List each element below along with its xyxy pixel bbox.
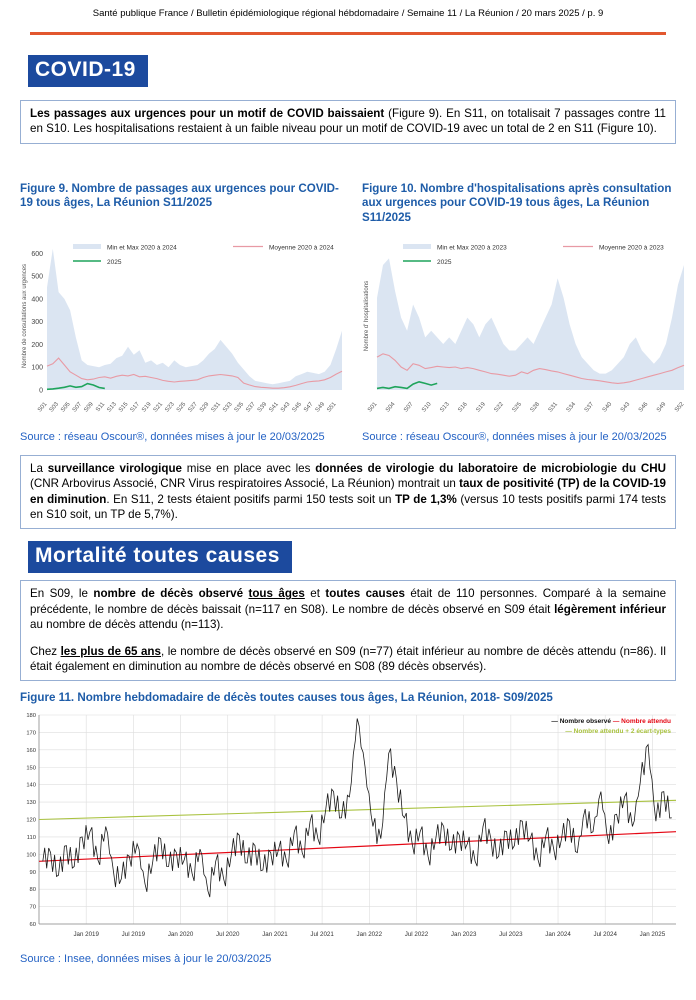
svg-text:S13: S13	[106, 401, 118, 414]
svg-text:S09: S09	[83, 401, 95, 414]
fig11-plot	[26, 713, 676, 938]
figure11-title: Figure 11. Nombre hebdomadaire de décès toutes causes tous âges, La Réunion, 2018- S09/2025	[20, 691, 553, 705]
fig10-minmax-band	[377, 258, 684, 390]
svg-text:S49: S49	[314, 401, 327, 414]
svg-text:100: 100	[31, 364, 43, 372]
virology-text: La surveillance virologique mise en place avec les données de virologie du laboratoire de microbiologie du CHU (CNR Arbovirus Associé, CNR Virus respiratoires Associé, La Réunion) montrait un taux de positivité (TP) de la COVID-19 en diminution. En S11, 2 tests étaient positifs parmi 150 tests soit un TP de 1,3% (versus 10 tests positifs parmi 174 tests en S10 soit, un TP de 5,7%).	[30, 461, 666, 522]
svg-text:110: 110	[26, 834, 36, 841]
svg-text:S47: S47	[303, 401, 315, 414]
svg-text:150: 150	[26, 765, 36, 772]
svg-text:S04: S04	[385, 401, 397, 414]
fig10-legend-band-swatch	[403, 244, 431, 249]
svg-text:200: 200	[31, 341, 43, 349]
svg-text:60: 60	[29, 921, 36, 928]
svg-text:140: 140	[26, 782, 36, 789]
svg-text:70: 70	[29, 904, 36, 911]
fig11-upper-line	[39, 800, 676, 819]
svg-text:100: 100	[26, 852, 36, 859]
svg-text:Moyenne 2020 à 2023: Moyenne 2020 à 2023	[599, 244, 664, 252]
figure9-chart	[20, 234, 348, 426]
figure9-column	[20, 182, 348, 443]
covid-section-title: COVID-19	[28, 55, 148, 87]
svg-text:Jul 2021: Jul 2021	[310, 930, 334, 938]
svg-text:S43: S43	[280, 401, 292, 414]
svg-text:S40: S40	[601, 401, 614, 414]
fig11-legend-row2: — Nombre attendu + 2 écart-types	[565, 727, 671, 735]
svg-text:S51: S51	[326, 401, 338, 414]
figure11-wrap	[15, 709, 681, 949]
svg-text:S21: S21	[152, 401, 165, 414]
svg-text:S46: S46	[637, 401, 650, 414]
svg-text:Jan 2021: Jan 2021	[262, 930, 288, 938]
svg-text:S37: S37	[583, 401, 596, 414]
svg-text:S11: S11	[95, 401, 107, 413]
svg-text:S10: S10	[421, 401, 433, 414]
svg-text:S27: S27	[187, 401, 199, 414]
svg-text:Jul 2024: Jul 2024	[593, 930, 617, 938]
svg-text:S01: S01	[37, 401, 49, 414]
mortality-paragraph-1: En S09, le nombre de décès observé tous âges et toutes causes était de 110 personnes. Comparé à la semaine précédente, le nombre de décès baissait (n=117 en S08). Le nombre de décès observé en S09 était légèrement inférieur au nombre de décès attendu (n=113).	[30, 587, 667, 632]
header-divider	[30, 32, 666, 35]
page-header-text: Santé publique France / Bulletin épidémiologique régional hébdomadaire / Semaine 11 / La Réunion / 20 mars 2025 / p. 9	[92, 8, 604, 19]
covid-summary-box	[20, 100, 676, 144]
figure10-chart	[362, 234, 690, 426]
mortality-section-title: Mortalité toutes causes	[28, 541, 292, 573]
svg-text:Jan 2020: Jan 2020	[167, 930, 194, 938]
fig11-legend-row1: — Nombre observé — Nombre attendu	[551, 717, 671, 725]
svg-text:600: 600	[31, 250, 43, 258]
svg-text:S45: S45	[291, 401, 304, 414]
figure10-column	[362, 182, 690, 443]
figure10-title: Figure 10. Nombre d'hospitalisations après consultation aux urgences pour COVID-19 tous âges, La Réunion S11/2025	[362, 181, 672, 224]
figure10-source: Source : réseau Oscour®, données mises à jour le 20/03/2025	[362, 430, 667, 443]
mortality-box	[20, 580, 676, 681]
figure11-source: Source : Insee, données mises à jour le 20/03/2025	[20, 952, 272, 965]
svg-text:80: 80	[29, 887, 36, 894]
mortality-paragraph-2: Chez les plus de 65 ans, le nombre de décès observé en S09 (n=77) était inférieur au nombre de décès attendu (n=86). Il était également en diminution au nombre de décès observé en S08 (89 décès observés).	[30, 644, 666, 674]
svg-text:170: 170	[26, 730, 36, 737]
svg-text:Jul 2020: Jul 2020	[216, 930, 240, 938]
svg-text:S16: S16	[457, 401, 469, 414]
svg-text:Jul 2022: Jul 2022	[404, 930, 429, 938]
svg-text:S25: S25	[175, 401, 188, 414]
svg-text:2025: 2025	[437, 258, 452, 266]
svg-text:S22: S22	[493, 401, 505, 414]
svg-text:Nombre d' hospitalisations: Nombre d' hospitalisations	[364, 280, 370, 351]
svg-text:S07: S07	[71, 401, 84, 414]
svg-text:S31: S31	[210, 401, 223, 414]
svg-text:S28: S28	[529, 401, 542, 414]
svg-text:S39: S39	[256, 401, 269, 414]
svg-text:160: 160	[26, 747, 36, 754]
fig10-plot	[364, 244, 686, 413]
covid-summary-text: Les passages aux urgences pour un motif de COVID baissaient (Figure 9). En S11, on totalisait 7 passages contre 11 en S10. Les hospitalisations restaient à un faible niveau pour un motif de COVID-19 avec un total de 2 en S11 (Figure 10).	[30, 107, 666, 136]
svg-text:S23: S23	[164, 401, 176, 414]
svg-text:2025: 2025	[107, 258, 122, 266]
svg-text:S17: S17	[129, 401, 142, 414]
svg-text:S15: S15	[118, 401, 130, 414]
fig9-plot	[22, 244, 342, 413]
svg-text:S31: S31	[547, 401, 560, 414]
figure9-source: Source : réseau Oscour®, données mises à jour le 20/03/2025	[20, 430, 325, 443]
svg-text:S49: S49	[656, 401, 668, 414]
svg-text:Nombre de consultations aux ur: Nombre de consultations aux urgences	[22, 263, 28, 368]
svg-text:120: 120	[26, 817, 36, 824]
svg-text:S19: S19	[141, 401, 153, 414]
svg-text:300: 300	[31, 319, 43, 327]
svg-text:S41: S41	[268, 401, 280, 414]
fig9-minmax-band	[47, 249, 342, 390]
svg-text:S13: S13	[439, 401, 451, 414]
svg-text:S03: S03	[48, 401, 61, 414]
svg-text:S25: S25	[511, 401, 524, 414]
svg-text:S52: S52	[674, 401, 686, 414]
svg-text:S01: S01	[367, 401, 379, 414]
svg-text:S34: S34	[565, 401, 578, 414]
svg-text:400: 400	[31, 296, 43, 304]
svg-text:Jul 2023: Jul 2023	[499, 930, 523, 938]
figure9-title: Figure 9. Nombre de passages aux urgences pour COVID-19 tous âges, La Réunion S11/2025	[20, 181, 339, 210]
virology-box	[20, 455, 676, 530]
svg-text:S07: S07	[403, 401, 415, 414]
svg-text:Moyenne 2020 à 2024: Moyenne 2020 à 2024	[269, 244, 334, 252]
fig9-legend-band-swatch	[73, 244, 101, 249]
svg-text:S19: S19	[475, 401, 487, 414]
svg-text:Min et Max 2020 à 2023: Min et Max 2020 à 2023	[437, 244, 507, 252]
svg-text:S33: S33	[222, 401, 234, 414]
figure11-chart	[15, 709, 681, 949]
svg-text:S35: S35	[233, 401, 246, 414]
svg-text:S05: S05	[60, 401, 72, 414]
svg-text:S37: S37	[245, 401, 257, 414]
svg-text:500: 500	[31, 273, 43, 281]
svg-text:S29: S29	[199, 401, 211, 414]
svg-text:Min et Max 2020 à 2024: Min et Max 2020 à 2024	[107, 244, 177, 252]
svg-text:130: 130	[26, 800, 36, 807]
fig11-observed-line	[43, 718, 672, 897]
svg-text:180: 180	[26, 712, 36, 719]
svg-text:90: 90	[29, 869, 36, 876]
svg-text:S43: S43	[619, 401, 632, 414]
svg-text:Jan 2024: Jan 2024	[545, 930, 571, 938]
svg-text:Jan 2022: Jan 2022	[356, 930, 383, 938]
svg-text:0: 0	[39, 387, 43, 395]
figures-row	[20, 181, 686, 443]
svg-text:Jan 2019: Jan 2019	[73, 930, 99, 938]
svg-text:Jul 2019: Jul 2019	[121, 930, 146, 938]
svg-text:Jan 2025: Jan 2025	[639, 930, 666, 938]
svg-text:Jan 2023: Jan 2023	[450, 930, 477, 938]
